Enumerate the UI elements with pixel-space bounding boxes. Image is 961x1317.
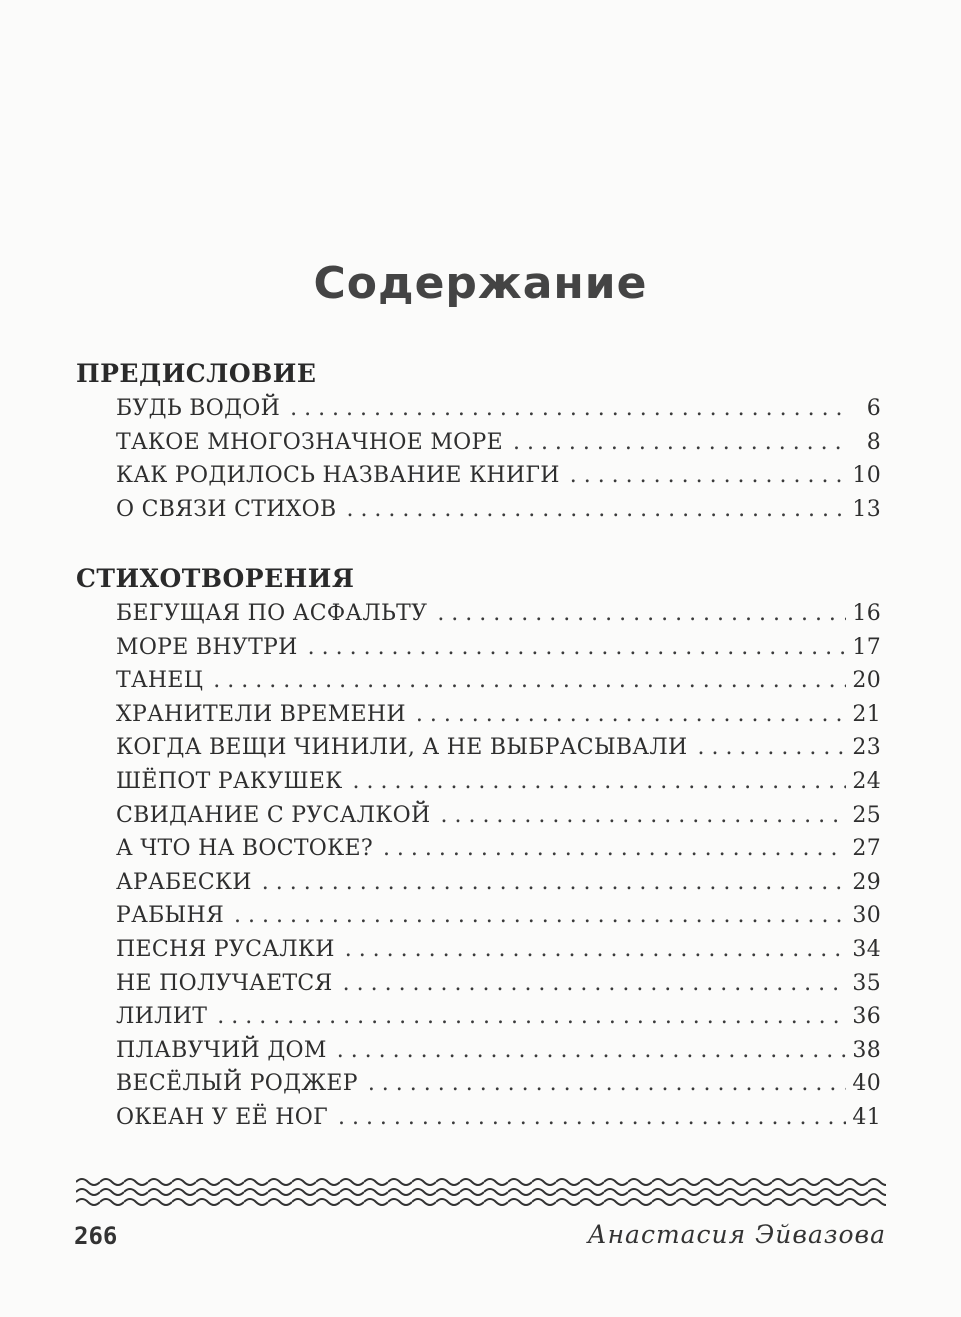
- toc-entry: [116, 765, 881, 799]
- toc-entry-page: 17: [852, 634, 881, 660]
- toc-entry-title: ПЛАВУЧИЙ ДОМ: [116, 1037, 327, 1063]
- toc-entry-title: БУДЬ ВОДОЙ: [116, 396, 281, 421]
- toc-entry-title: РАБЫНЯ: [116, 903, 225, 929]
- toc-entry-page: 21: [852, 701, 881, 727]
- toc-section-preface: [76, 356, 881, 526]
- dot-leader: [368, 1067, 847, 1101]
- dot-leader: [570, 459, 847, 493]
- section-heading: ПРЕДИСЛОВИЕ: [76, 359, 317, 388]
- dot-leader: [337, 1034, 847, 1068]
- toc-entry-page: 38: [852, 1037, 881, 1063]
- toc-entry: [116, 731, 881, 765]
- dot-leader: [697, 731, 846, 765]
- toc-entry: [116, 933, 881, 967]
- toc-entry-title: А ЧТО НА ВОСТОКЕ?: [116, 836, 373, 862]
- toc-entry-title: ШЁПОТ РАКУШЕК: [116, 768, 343, 794]
- toc-entry-page: 41: [852, 1104, 881, 1130]
- toc-entry-page: 29: [852, 869, 881, 895]
- toc-entry: [116, 967, 881, 1001]
- dot-leader: [213, 664, 846, 698]
- toc-entry: [116, 597, 881, 631]
- toc-entry-page: 8: [866, 429, 881, 455]
- author-name: Анастасия Эйвазова: [587, 1220, 886, 1249]
- toc-entry: [116, 493, 881, 527]
- toc-entry-page: 13: [852, 496, 881, 522]
- toc-entry-title: КОГДА ВЕЩИ ЧИНИЛИ, А НЕ ВЫБРАСЫВАЛИ: [116, 735, 688, 761]
- toc-entry: [116, 631, 881, 665]
- dot-leader: [513, 426, 849, 460]
- dot-leader: [353, 765, 847, 799]
- dot-leader: [346, 493, 846, 527]
- toc-entry-title: ПЕСНЯ РУСАЛКИ: [116, 936, 335, 962]
- toc-entry-page: 16: [852, 601, 881, 626]
- dot-leader: [416, 698, 847, 732]
- dot-leader: [262, 866, 847, 900]
- toc-entry-page: 35: [852, 970, 881, 996]
- toc-entry-title: ОКЕАН У ЕЁ НОГ: [116, 1104, 328, 1130]
- toc-entry: [116, 698, 881, 732]
- toc-entry-title: АРАБЕСКИ: [116, 869, 252, 895]
- toc-entry-page: 25: [852, 802, 881, 828]
- toc-entry-title: О СВЯЗИ СТИХОВ: [116, 496, 337, 522]
- toc-entry-title: БЕГУЩАЯ ПО АСФАЛЬТУ: [116, 601, 428, 626]
- toc-entry-title: ТАКОЕ МНОГОЗНАЧНОЕ МОРЕ: [116, 429, 503, 455]
- toc-entry: [116, 426, 881, 460]
- wave-divider-icon: [76, 1175, 886, 1209]
- toc-entry: [116, 866, 881, 900]
- dot-leader: [338, 1101, 846, 1135]
- dot-leader: [437, 597, 846, 631]
- page-number: 266: [74, 1222, 118, 1250]
- toc-entry-page: 34: [852, 936, 881, 962]
- toc-entry-page: 23: [852, 735, 881, 761]
- dot-leader: [383, 832, 846, 866]
- toc-entry-title: НЕ ПОЛУЧАЕТСЯ: [116, 970, 333, 996]
- dot-leader: [343, 967, 847, 1001]
- toc-entry: [116, 1067, 881, 1101]
- toc-entry-title: СВИДАНИЕ С РУСАЛКОЙ: [116, 802, 431, 828]
- dot-leader: [440, 799, 846, 833]
- dot-leader: [290, 392, 849, 426]
- toc-entry: [116, 1000, 881, 1034]
- toc-entry-page: 40: [852, 1071, 881, 1097]
- page-title: Содержание: [313, 258, 648, 309]
- toc-entry: [116, 1101, 881, 1135]
- toc-entry: [116, 664, 881, 698]
- dot-leader: [234, 899, 846, 933]
- section-heading: СТИХОТВОРЕНИЯ: [76, 564, 355, 593]
- toc-entry: [116, 832, 881, 866]
- toc-entry-title: МОРЕ ВНУТРИ: [116, 634, 298, 660]
- toc-entry: [116, 799, 881, 833]
- toc-entry-title: ТАНЕЦ: [116, 668, 204, 694]
- toc-entry-page: 20: [852, 668, 881, 694]
- toc-entry: [116, 899, 881, 933]
- toc-entry: [116, 392, 881, 426]
- toc-entry-title: ВЕСЁЛЫЙ РОДЖЕР: [116, 1071, 358, 1097]
- toc-entry-page: 30: [852, 903, 881, 929]
- toc-entry-page: 36: [852, 1004, 881, 1030]
- dot-leader: [217, 1000, 846, 1034]
- toc-entry-page: 10: [852, 463, 881, 489]
- toc-entry-title: ХРАНИТЕЛИ ВРЕМЕНИ: [116, 701, 406, 727]
- dot-leader: [345, 933, 847, 967]
- toc-entry-page: 27: [852, 836, 881, 862]
- toc-section-poems: [76, 561, 881, 1135]
- toc-entry: [116, 1034, 881, 1068]
- toc-entry-title: КАК РОДИЛОСЬ НАЗВАНИЕ КНИГИ: [116, 463, 560, 489]
- toc-entry: [116, 459, 881, 493]
- toc-entry-page: 6: [866, 396, 881, 421]
- toc-entry-page: 24: [852, 768, 881, 794]
- dot-leader: [308, 631, 847, 665]
- toc-entry-title: ЛИЛИТ: [116, 1004, 208, 1030]
